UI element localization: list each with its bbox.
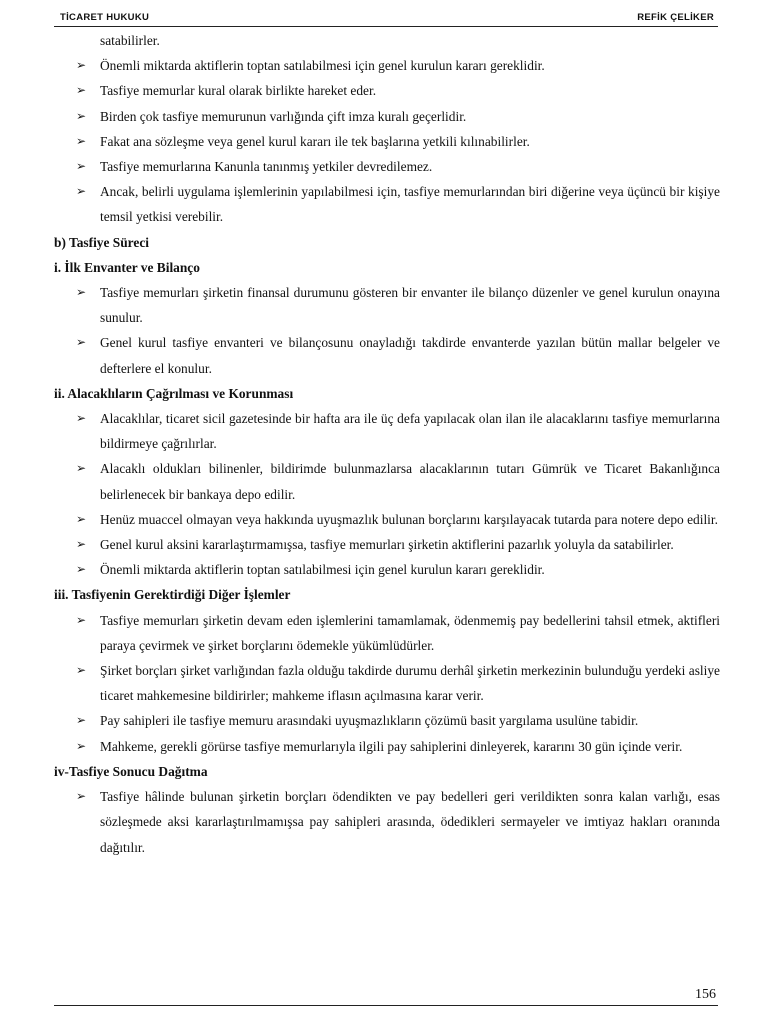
bullet-text: Tasfiye hâlinde bulunan şirketin borçları ödendikten ve pay bedelleri geri verildikten sonra kalan varlığı, esas sözleşmede aksi kararlaştırılmamışsa pay sahipleri arasında, ödedikleri sermayeler ve imtiyaz hakları oranında dağıtılır. [100,789,720,855]
bullet-text: Genel kurul aksini kararlaştırmamışsa, tasfiye memurları şirketin aktiflerini pazarlık yoluyla da satabilirler. [100,537,674,553]
arrow-bullet-icon: ➢ [76,184,87,199]
bullet-item [54,456,720,506]
bullet-item [54,658,720,708]
page-number: 156 [695,987,716,1002]
bullet-item [54,129,720,154]
bullet-item [54,507,720,532]
paragraph-continuation [54,28,720,53]
section-heading: iv-Tasfiye Sonucu Dağıtma [54,763,208,779]
arrow-bullet-icon: ➢ [76,285,87,300]
bullet-text: Alacaklı oldukları bilinenler, bildirimde bulunmazlarsa alacaklarının tutarı Gümrük ve Ticaret Bakanlığınca belirlenecek bir bankaya depo edilir. [100,461,720,502]
bullet-item [54,78,720,103]
bullet-item [54,154,720,179]
header-book-title: TİCARET HUKUKU [60,12,150,23]
bullet-item [54,557,720,582]
bullet-text: Tasfiye memurları şirketin devam eden işlemlerini tamamlamak, ödenmemiş pay bedellerini tahsil etmek, aktifleri paraya çevirmek ve şirket borçlarını ödemekle yükümlüdürler. [100,612,720,653]
bullet-text: Alacaklılar, ticaret sicil gazetesinde bir hafta ara ile üç defa yapılacak olan ilan ile alacaklarını tasfiye memurlarına bildirmeye çağrılırlar. [100,411,720,452]
arrow-bullet-icon: ➢ [76,411,87,426]
bullet-item [54,53,720,78]
bullet-text: Genel kurul tasfiye envanteri ve bilançosunu onayladığı takdirde envanterde yazılan bütün mallar belgeler ve defterlere el konulur. [100,335,720,376]
bullet-text: Önemli miktarda aktiflerin toptan satılabilmesi için genel kurulun kararı gereklidir. [100,562,545,578]
arrow-bullet-icon: ➢ [76,83,87,98]
bullet-text: Tasfiye memurlar kural olarak birlikte hareket eder. [100,83,377,99]
bullet-text: Henüz muaccel olmayan veya hakkında uyuşmazlık bulunan borçlarını karşılayacak tutarda para notere depo edilir. [100,511,718,527]
arrow-bullet-icon: ➢ [76,511,87,526]
bullet-item [54,280,720,330]
bullet-text: Birden çok tasfiye memurunun varlığında çift imza kuralı geçerlidir. [100,108,467,124]
footer-divider [54,1005,718,1006]
bullet-item [54,608,720,658]
bullet-text: Tasfiye memurları şirketin finansal durumunu gösteren bir envanter ile bilanço düzenler ve genel kurulun onayına sunulur. [100,285,720,326]
bullet-text: Fakat ana sözleşme veya genel kurul kararı ile tek başlarına yetkili kılınabilirler. [100,133,530,149]
bullet-text: Ancak, belirli uygulama işlemlerinin yapılabilmesi için, tasfiye memurlarından biri diğerine veya üçüncü bir kişiye temsil yetkisi verebilir. [100,184,720,225]
arrow-bullet-icon: ➢ [76,461,87,476]
bullet-item [54,784,720,860]
section-heading: b) Tasfiye Süreci [54,234,149,250]
bullet-text: Pay sahipleri ile tasfiye memuru arasındaki uyuşmazlıkların çözümü basit yargılama usulüne tabidir. [100,713,639,729]
bullet-text: Mahkeme, gerekli görürse tasfiye memurlarıyla ilgili pay sahiplerini dinleyerek, kararını 30 gün içinde verir. [100,738,683,754]
header-author: REFİK ÇELİKER [637,12,714,23]
arrow-bullet-icon: ➢ [76,663,87,678]
bullet-text: satabilirler. [100,33,160,48]
bullet-text: Önemli miktarda aktiflerin toptan satılabilmesi için genel kurulun kararı gereklidir. [100,58,545,74]
bullet-item [54,734,720,759]
arrow-bullet-icon: ➢ [76,159,87,174]
arrow-bullet-icon: ➢ [76,537,87,552]
arrow-bullet-icon: ➢ [76,58,87,73]
bullet-item [54,708,720,733]
section-heading: iii. Tasfiyenin Gerektirdiği Diğer İşlemler [54,587,291,603]
bullet-text: Şirket borçları şirket varlığından fazla olduğu takdirde durumu derhâl şirketin merkezinin bulunduğu yerdeki asliye ticaret mahkemesine bildirirler; mahkeme iflasın açılmasına karar verir. [100,663,720,704]
arrow-bullet-icon: ➢ [76,713,87,728]
bullet-item [54,532,720,557]
arrow-bullet-icon: ➢ [76,108,87,123]
arrow-bullet-icon: ➢ [76,562,87,577]
arrow-bullet-icon: ➢ [76,612,87,627]
bullet-item [54,330,720,380]
arrow-bullet-icon: ➢ [76,789,87,804]
bullet-text: Tasfiye memurlarına Kanunla tanınmış yetkiler devredilemez. [100,159,433,175]
page-header [54,10,718,27]
arrow-bullet-icon: ➢ [76,133,87,148]
arrow-bullet-icon: ➢ [76,335,87,350]
section-heading: ii. Alacaklıların Çağrılması ve Korunması [54,385,294,401]
bullet-item [54,179,720,229]
arrow-bullet-icon: ➢ [76,738,87,753]
document-body [54,28,720,860]
bullet-item [54,104,720,129]
bullet-item [54,406,720,456]
section-heading: i. İlk Envanter ve Bilanço [54,259,200,275]
